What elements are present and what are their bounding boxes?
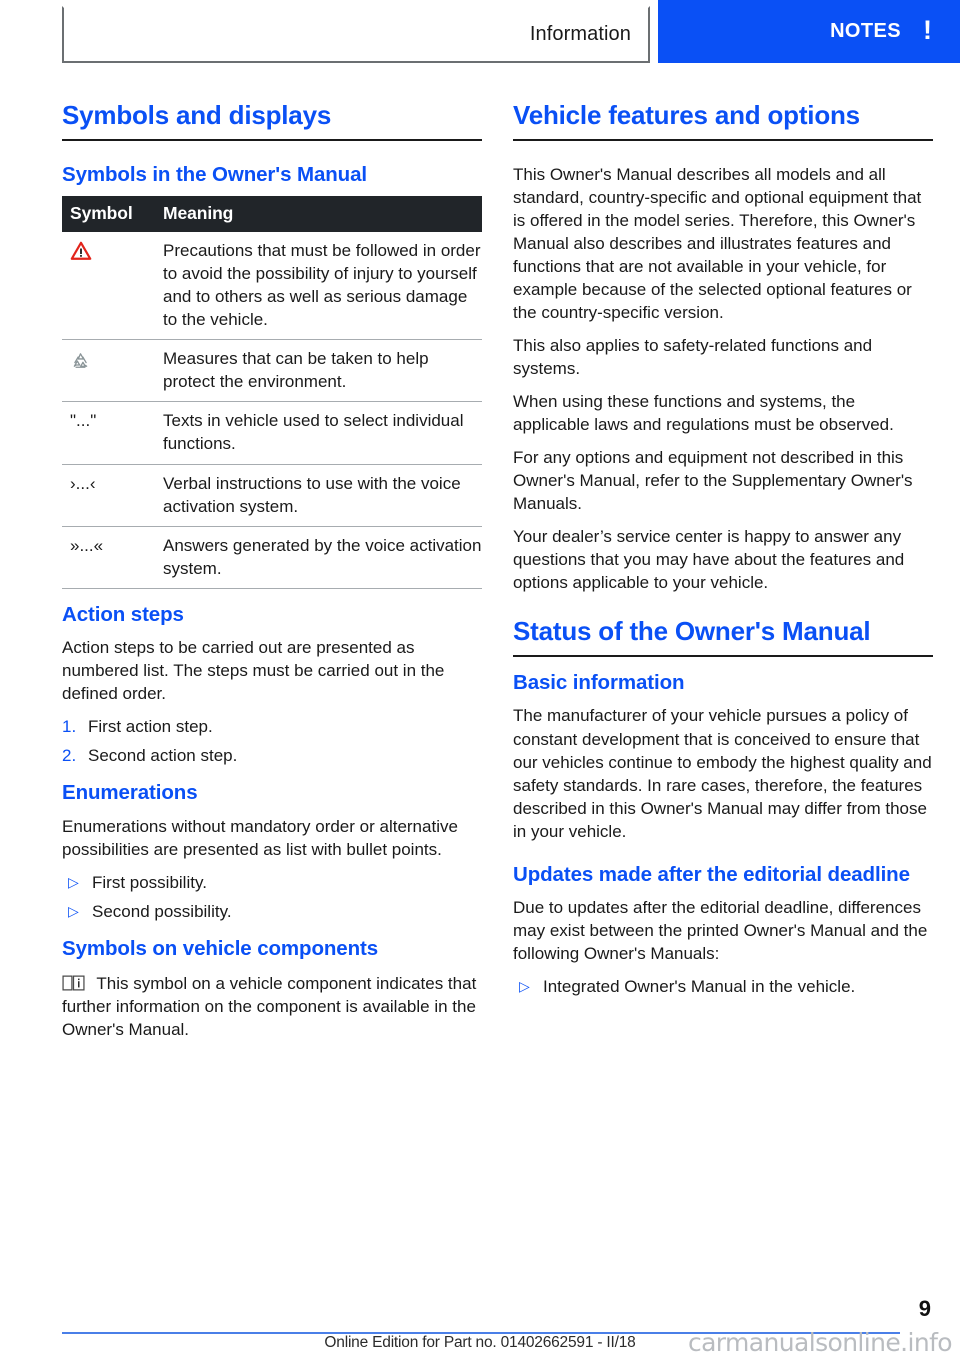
- column-header-symbol: Symbol: [62, 196, 162, 232]
- section-heading-vehicle-features: Vehicle features and options: [513, 100, 860, 130]
- vehicle-features-paragraph: This also applies to safety-related functions and systems.: [513, 335, 873, 378]
- list-item-label: Second action step.: [88, 746, 238, 766]
- page-number: 9: [918, 1296, 931, 1321]
- section-heading-updates: Updates made after the editorial deadline: [513, 862, 910, 886]
- watermark: carmanualsonline.info: [687, 1328, 952, 1357]
- vehicle-features-divider: [513, 139, 933, 141]
- footer-edition-text: Online Edition for Part no. 01402662591 - II/18: [324, 1334, 636, 1351]
- cell-symbol: [62, 402, 162, 464]
- section-heading-enumerations: Enumerations: [62, 781, 198, 805]
- tab-information[interactable]: [62, 6, 650, 63]
- action-steps-paragraph: Action steps to be carried out are presented as numbered list. The steps must be carried out in the defined order.: [62, 638, 445, 704]
- book-info-icon: [62, 974, 85, 992]
- double-guillemet-symbol: »...«: [70, 535, 104, 555]
- section-heading-status-manual: Status of the Owner's Manual: [513, 616, 871, 647]
- updates-paragraph: Due to updates after the editorial deadline, differences may exist between the printed Owner's Manual and the following Owner's Manuals:: [513, 898, 928, 964]
- table-row: [62, 340, 482, 402]
- cell-meaning: Texts in vehicle used to select individual functions.: [162, 402, 482, 464]
- symbols-components-text: This symbol on a vehicle component indicates that further information on the component is available in the Owner's Manual.: [62, 973, 477, 1039]
- list-item-label: Second possibility.: [92, 902, 232, 922]
- enumerations-list: [62, 871, 482, 923]
- list-item-label: First action step.: [88, 717, 213, 737]
- vehicle-features-paragraph: When using these functions and systems, the applicable laws and regulations must be observed.: [513, 391, 894, 434]
- warning-triangle-icon: [70, 241, 92, 260]
- triangle-bullet-icon: ▷: [68, 903, 79, 920]
- updates-list: [513, 975, 933, 998]
- table-row: [62, 402, 482, 464]
- cell-symbol: [62, 464, 162, 526]
- cell-meaning: Verbal instructions to use with the voice activation system.: [162, 464, 482, 526]
- symbols-components-paragraph: [62, 971, 482, 1041]
- table-row: [62, 526, 482, 588]
- single-guillemet-symbol: ›...‹: [70, 473, 96, 493]
- cell-symbol: [62, 232, 162, 340]
- section-heading-basic-information: Basic information: [513, 670, 685, 694]
- section-heading-symbols-manual: Symbols in the Owner's Manual: [62, 162, 367, 186]
- right-column: [513, 100, 933, 1012]
- list-item: [62, 900, 482, 923]
- left-column: [62, 100, 482, 1051]
- triangle-bullet-icon: ▷: [519, 978, 530, 995]
- enumerations-paragraph: Enumerations without mandatory order or alternative possibilities are presented as list with bullet points.: [62, 816, 458, 860]
- recycle-icon: [70, 351, 91, 372]
- quotation-marks-symbol: "...": [70, 411, 97, 431]
- vehicle-features-paragraph: Your dealer’s service center is happy to answer any questions that you may have about the features and options applicable to your vehicle.: [513, 527, 905, 593]
- tab-notes[interactable]: [658, 0, 960, 63]
- title-divider: [62, 139, 482, 141]
- page-header: [0, 0, 960, 70]
- section-heading-symbols-components: Symbols on vehicle components: [62, 937, 379, 961]
- table-header-row: [62, 196, 482, 232]
- table-row: [62, 232, 482, 340]
- column-header-meaning: Meaning: [162, 196, 482, 232]
- cell-meaning: Measures that can be taken to help protect the environment.: [162, 340, 482, 402]
- list-item: [513, 975, 933, 998]
- tab-information-label: Information: [529, 23, 631, 45]
- vehicle-features-paragraph: For any options and equipment not described in this Owner's Manual, refer to the Supplementary Owner's Manuals.: [513, 448, 913, 514]
- list-marker: 2.: [62, 746, 77, 766]
- vehicle-features-paragraph: This Owner's Manual describes all models and all standard, country-specific and optional equipment that is offered in the model series. Therefore, this Owner's Manual also describes and illustrates features and functions that are not available in your vehicle, for example because of the selected optional features or the country-specific version.: [513, 164, 922, 322]
- symbols-table: [62, 196, 482, 588]
- cell-meaning: Precautions that must be followed in order to avoid the possibility of injury to yourself and to others as well as serious damage to the vehicle.: [162, 232, 482, 340]
- list-item-label: Integrated Owner's Manual in the vehicle.: [543, 977, 856, 997]
- cell-meaning: Answers generated by the voice activation system.: [162, 526, 482, 588]
- table-row: [62, 464, 482, 526]
- cell-symbol: [62, 340, 162, 402]
- tab-notes-label: NOTES: [830, 20, 901, 42]
- list-marker: 1.: [62, 717, 77, 737]
- section-heading-action-steps: Action steps: [62, 602, 184, 626]
- triangle-bullet-icon: ▷: [68, 874, 79, 891]
- list-item: [62, 871, 482, 894]
- page-title: Symbols and displays: [62, 100, 332, 130]
- cell-symbol: [62, 526, 162, 588]
- list-item-label: First possibility.: [92, 873, 207, 893]
- exclamation-icon: !: [923, 15, 932, 45]
- status-manual-divider: [513, 655, 933, 657]
- action-steps-list: [62, 715, 482, 767]
- list-item: [62, 744, 482, 767]
- basic-information-paragraph: The manufacturer of your vehicle pursues a policy of constant development that is conceived to ensure that our vehicles continue to embody the highest quality and safety standards. In rare cases, therefore, the features described in this Owner's Manual may differ from those in your vehicle.: [513, 706, 932, 841]
- list-item: [62, 715, 482, 738]
